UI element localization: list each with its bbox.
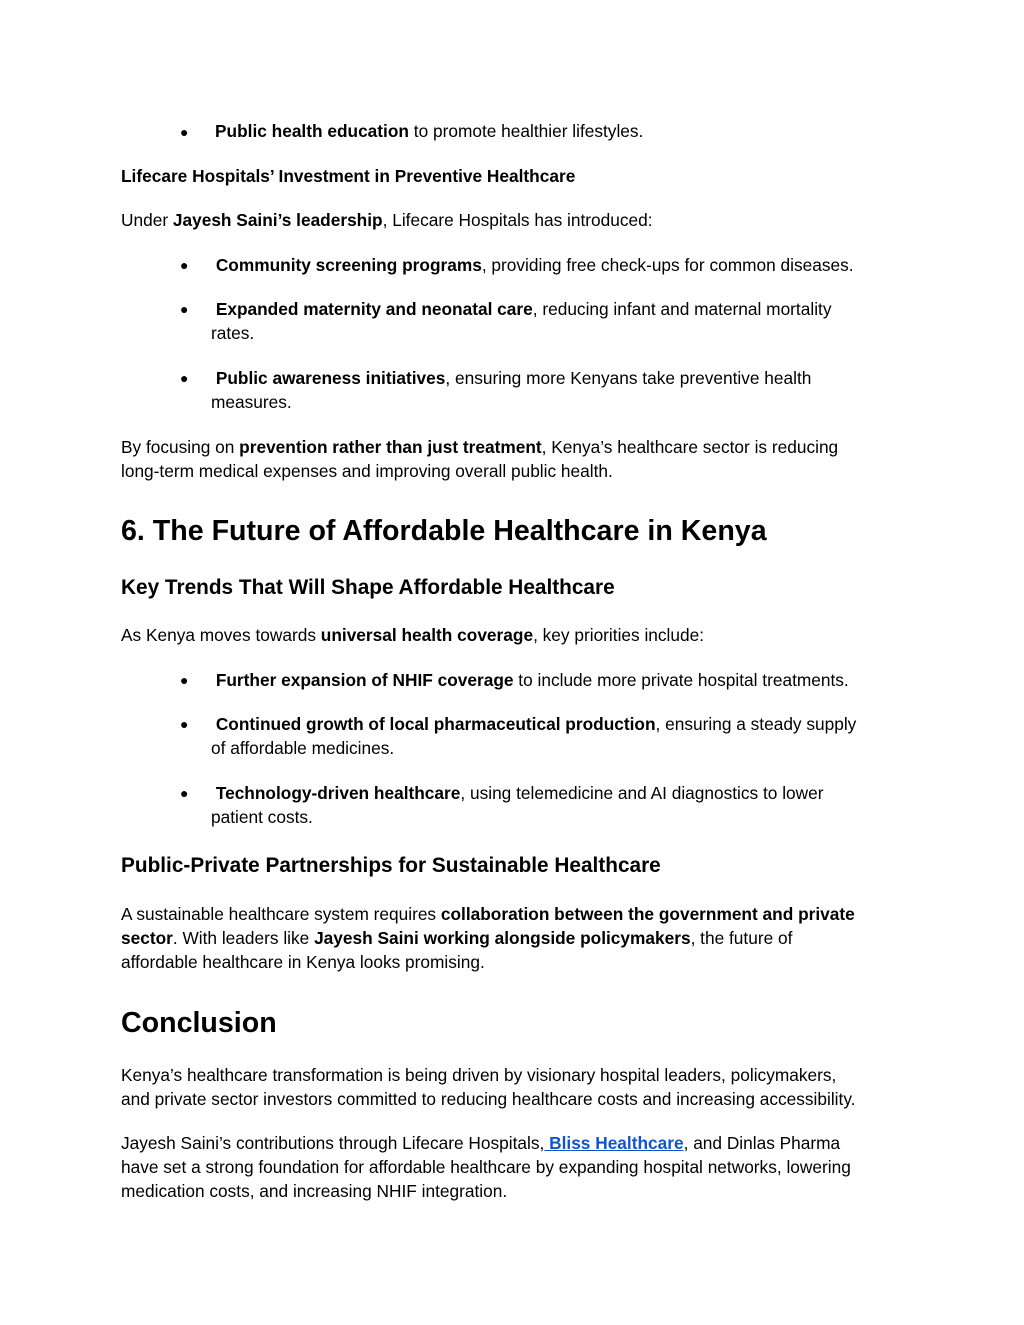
paragraph (121, 1131, 911, 1203)
bullet-icon: ● (180, 301, 189, 317)
paragraph-text: Jayesh Saini’s contributions through Lifecare Hospitals, (121, 1133, 545, 1153)
paragraph-bold: collaboration between the government and private (440, 904, 855, 924)
list-item-text: , reducing infant and maternal mortality (532, 299, 832, 319)
paragraph (121, 623, 911, 647)
list-item-bold: Continued growth of local pharmaceutical production (215, 714, 656, 734)
paragraph-text: long-term medical expenses and improving overall public health. (121, 461, 613, 481)
paragraph (121, 435, 911, 483)
bullet-icon: ● (180, 672, 189, 688)
bullet-icon: ● (180, 124, 189, 140)
list-item-text: of affordable medicines. (211, 738, 395, 758)
paragraph (121, 902, 911, 974)
paragraph-text: , the future of (690, 928, 793, 948)
paragraph-bold: Jayesh Saini working alongside policymakers (314, 928, 691, 948)
paragraph-text: As Kenya moves towards (121, 625, 321, 645)
list-item (211, 668, 911, 692)
list-item-text: , providing free check-ups for common diseases. (481, 255, 854, 275)
paragraph-text: medication costs, and increasing NHIF integration. (121, 1181, 508, 1201)
list-item-text: , ensuring a steady supply (655, 714, 857, 734)
section-title: 6. The Future of Affordable Healthcare in Kenya (121, 515, 767, 547)
list-item (211, 366, 911, 414)
list-item (211, 253, 911, 277)
list-item (211, 297, 911, 345)
section-heading: Key Trends That Will Shape Affordable Healthcare (121, 576, 615, 599)
paragraph (121, 208, 911, 232)
list-item-bold: Public awareness initiatives (215, 368, 446, 388)
list-item-bold: Further expansion of NHIF coverage (215, 670, 514, 690)
list-item-bold: Technology-driven healthcare (215, 783, 461, 803)
paragraph-bold: prevention rather than just treatment (239, 437, 542, 457)
paragraph (121, 1063, 911, 1111)
list-item-text: , using telemedicine and AI diagnostics to lower (460, 783, 824, 803)
paragraph-text: have set a strong foundation for affordable healthcare by expanding hospital networks, lowering (121, 1157, 851, 1177)
paragraph-bold: Jayesh Saini’s leadership (172, 210, 383, 230)
bullet-icon: ● (180, 370, 189, 386)
paragraph-bold: universal health coverage (320, 625, 534, 645)
paragraph-text: A sustainable healthcare system requires (121, 904, 441, 924)
bliss-healthcare-link[interactable]: Bliss Healthcare (544, 1133, 684, 1153)
list-item-text: , ensuring more Kenyans take preventive health (445, 368, 812, 388)
section-subheading: Lifecare Hospitals’ Investment in Preventive Healthcare (121, 166, 576, 186)
list-item (215, 119, 915, 143)
section-heading: Public-Private Partnerships for Sustainable Healthcare (121, 854, 661, 877)
paragraph-text: affordable healthcare in Kenya looks promising. (121, 952, 485, 972)
section-title: Conclusion (121, 1007, 277, 1039)
paragraph-text: By focusing on (121, 437, 240, 457)
paragraph-text: . With leaders like (172, 928, 315, 948)
paragraph-bold: sector (121, 928, 173, 948)
list-item-bold: Expanded maternity and neonatal care (215, 299, 533, 319)
paragraph-text: , Kenya’s healthcare sector is reducing (541, 437, 839, 457)
paragraph-text: , key priorities include: (533, 625, 705, 645)
paragraph-text: and private sector investors committed to reducing healthcare costs and increasing accessibility. (121, 1089, 856, 1109)
paragraph-text: , Lifecare Hospitals has introduced: (382, 210, 653, 230)
list-item-text: to promote healthier lifestyles. (408, 121, 644, 141)
paragraph-text: Under (121, 210, 173, 230)
bullet-icon: ● (180, 785, 189, 801)
paragraph-text: , and Dinlas Pharma (683, 1133, 841, 1153)
list-item-text: measures. (211, 392, 292, 412)
list-item-text: patient costs. (211, 807, 313, 827)
bullet-icon: ● (180, 716, 189, 732)
list-item (211, 712, 911, 760)
bullet-icon: ● (180, 257, 189, 273)
list-item-text: rates. (211, 323, 255, 343)
list-item-bold: Public health education (215, 121, 409, 141)
list-item-bold: Community screening programs (215, 255, 482, 275)
paragraph-text: Kenya’s healthcare transformation is being driven by visionary hospital leaders, policymakers, (121, 1065, 837, 1085)
list-item (211, 781, 911, 829)
list-item-text: to include more private hospital treatments. (513, 670, 849, 690)
